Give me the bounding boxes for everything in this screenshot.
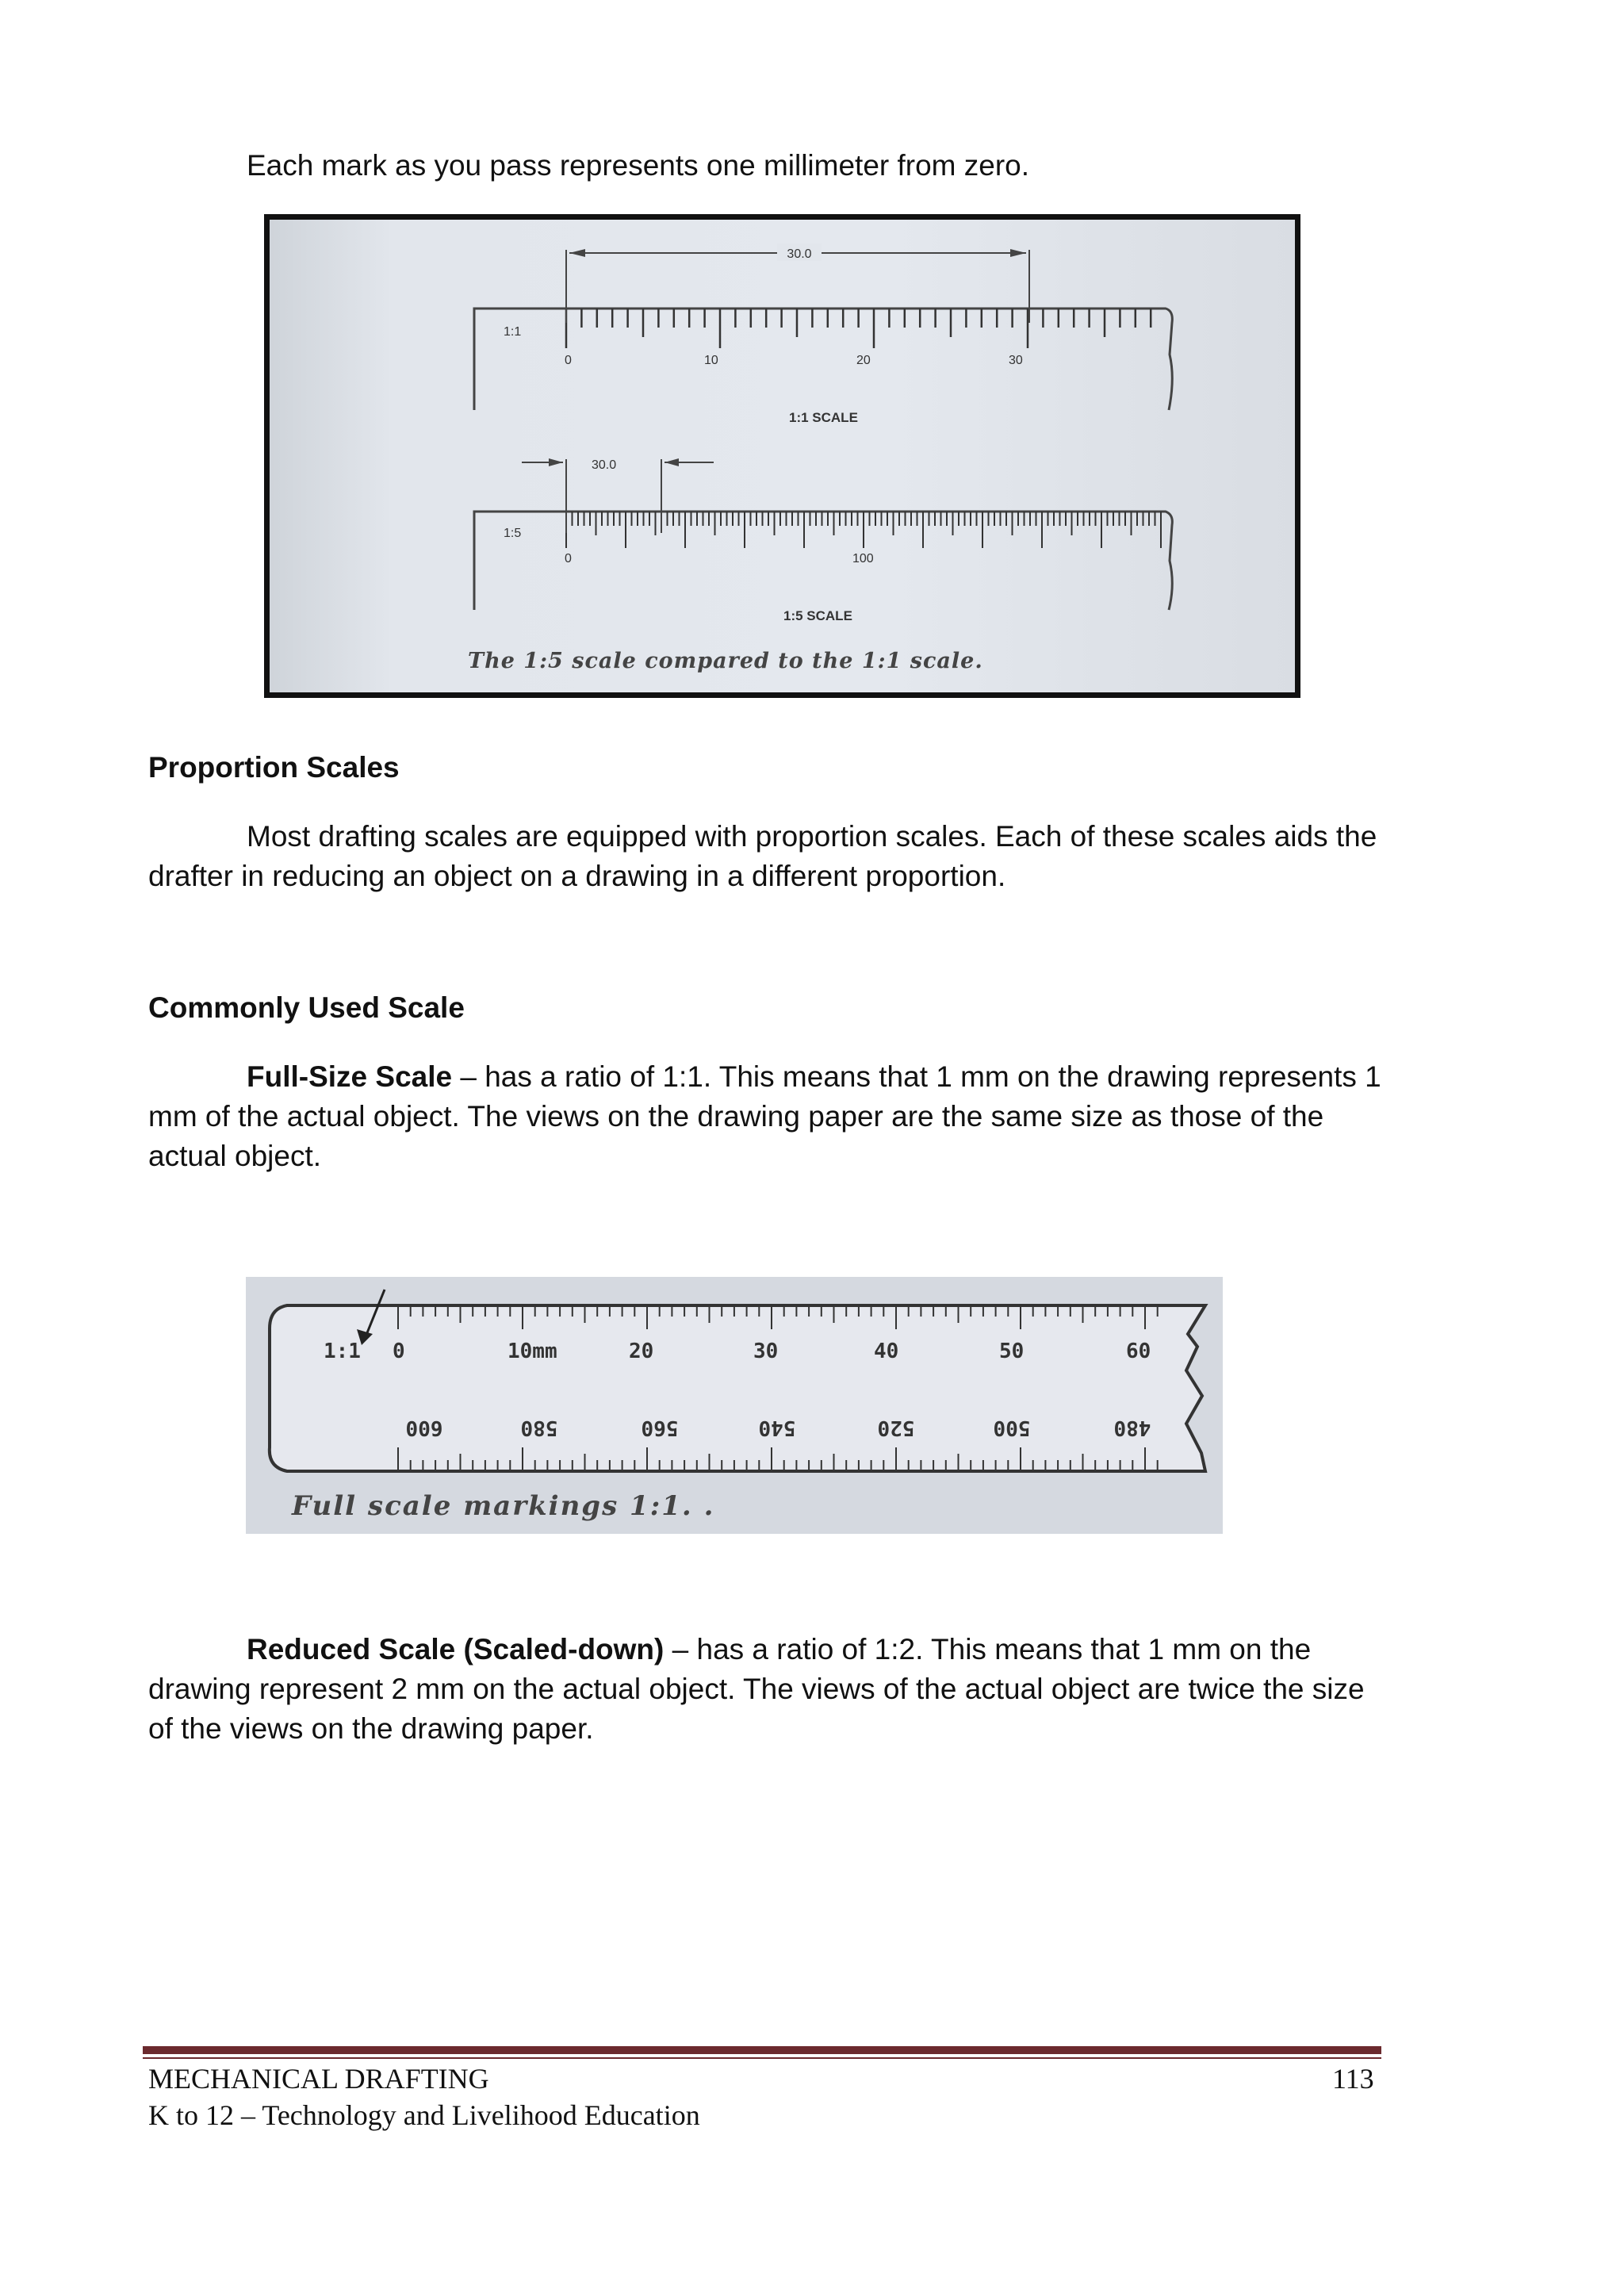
figure2-caption: Full scale markings 1:1. . <box>292 1490 715 1522</box>
bottom-scale-outline <box>474 512 1172 610</box>
top-tick-label-20: 20 <box>856 354 871 367</box>
top-dim-label: 30.0 <box>787 247 812 261</box>
page-number: 113 <box>1332 2063 1374 2095</box>
bottom-dim-label: 30.0 <box>592 458 617 472</box>
bottom-dim-arrow-right <box>665 458 679 466</box>
ruler-top-label: 50 <box>999 1340 1025 1363</box>
reduced-term: Reduced Scale (Scaled-down) <box>247 1633 665 1665</box>
ruler-bottom-label: 480 <box>1113 1416 1151 1439</box>
bottom-scale-name: 1:5 SCALE <box>783 608 852 623</box>
common-heading: Commonly Used Scale <box>148 991 465 1024</box>
ruler-top-label: 20 <box>629 1340 654 1363</box>
full-size-paragraph <box>148 1057 1385 1176</box>
scale-comparison-drawing <box>270 220 1295 692</box>
footer-rule <box>143 2046 1381 2054</box>
top-scale-ticks <box>566 309 1151 348</box>
ruler-bottom-label: 580 <box>520 1416 558 1439</box>
full-size-text: – has a ratio of 1:1. This means that 1 mm on the drawing represents 1 mm of the actual object. The views on the drawing paper are the same size as those of the actual object. <box>148 1060 1381 1172</box>
full-scale-figure <box>246 1277 1223 1534</box>
bottom-tick-label-0: 0 <box>565 552 572 565</box>
reduced-text: – has a ratio of 1:2. This means that 1 mm on the drawing represent 2 mm on the actual object. The views of the actual object are twice the size of the views on the drawing paper. <box>148 1633 1365 1745</box>
ruler-top-label: 10mm <box>508 1340 557 1363</box>
ruler-body <box>270 1305 1205 1471</box>
ruler-bottom-label: 500 <box>993 1416 1031 1439</box>
top-dim-arrow-left <box>569 249 585 257</box>
figure1-caption: The 1:5 scale compared to the 1:1 scale. <box>468 649 983 673</box>
ruler-bottom-label: 600 <box>405 1416 443 1439</box>
proportion-text: Most drafting scales are equipped with proportion scales. Each of these scales aids the drafter in reducing an object on a drawing in a different proportion. <box>148 820 1377 892</box>
intro-paragraph <box>148 146 1385 186</box>
footer-title: MECHANICAL DRAFTING <box>148 2063 489 2095</box>
bottom-dim-arrow-left <box>549 458 563 466</box>
top-dim-arrow-right <box>1010 249 1026 257</box>
top-ratio-label: 1:1 <box>504 325 522 339</box>
reduced-paragraph <box>148 1630 1385 1749</box>
full-size-term: Full-Size Scale <box>247 1060 453 1093</box>
ruler-top-label: 60 <box>1126 1340 1151 1363</box>
ruler-ratio-label: 1:1 <box>324 1340 361 1363</box>
scale-comparison-figure <box>264 214 1300 698</box>
top-scale-name: 1:1 SCALE <box>789 410 858 425</box>
ruler-bottom-label: 560 <box>641 1416 679 1439</box>
bottom-tick-label-100: 100 <box>852 552 874 565</box>
ruler-bottom-label: 520 <box>877 1416 915 1439</box>
intro-text: Each mark as you pass represents one millimeter from zero. <box>247 149 1030 182</box>
top-tick-label-10: 10 <box>704 354 718 367</box>
ruler-top-label: 40 <box>874 1340 899 1363</box>
full-scale-drawing <box>246 1277 1223 1534</box>
footer-rule-thin <box>143 2057 1381 2059</box>
top-tick-label-30: 30 <box>1009 354 1023 367</box>
ruler-top-label: 30 <box>753 1340 779 1363</box>
top-tick-label-0: 0 <box>565 354 572 367</box>
footer-subtitle: K to 12 – Technology and Livelihood Education <box>148 2099 700 2131</box>
bottom-scale-ticks <box>566 512 1161 548</box>
proportion-heading: Proportion Scales <box>148 751 400 784</box>
ruler-top-label: 0 <box>393 1340 405 1363</box>
proportion-paragraph <box>148 817 1385 896</box>
bottom-ratio-label: 1:5 <box>504 527 522 540</box>
ruler-bottom-label: 540 <box>758 1416 796 1439</box>
top-scale-outline <box>474 309 1172 410</box>
